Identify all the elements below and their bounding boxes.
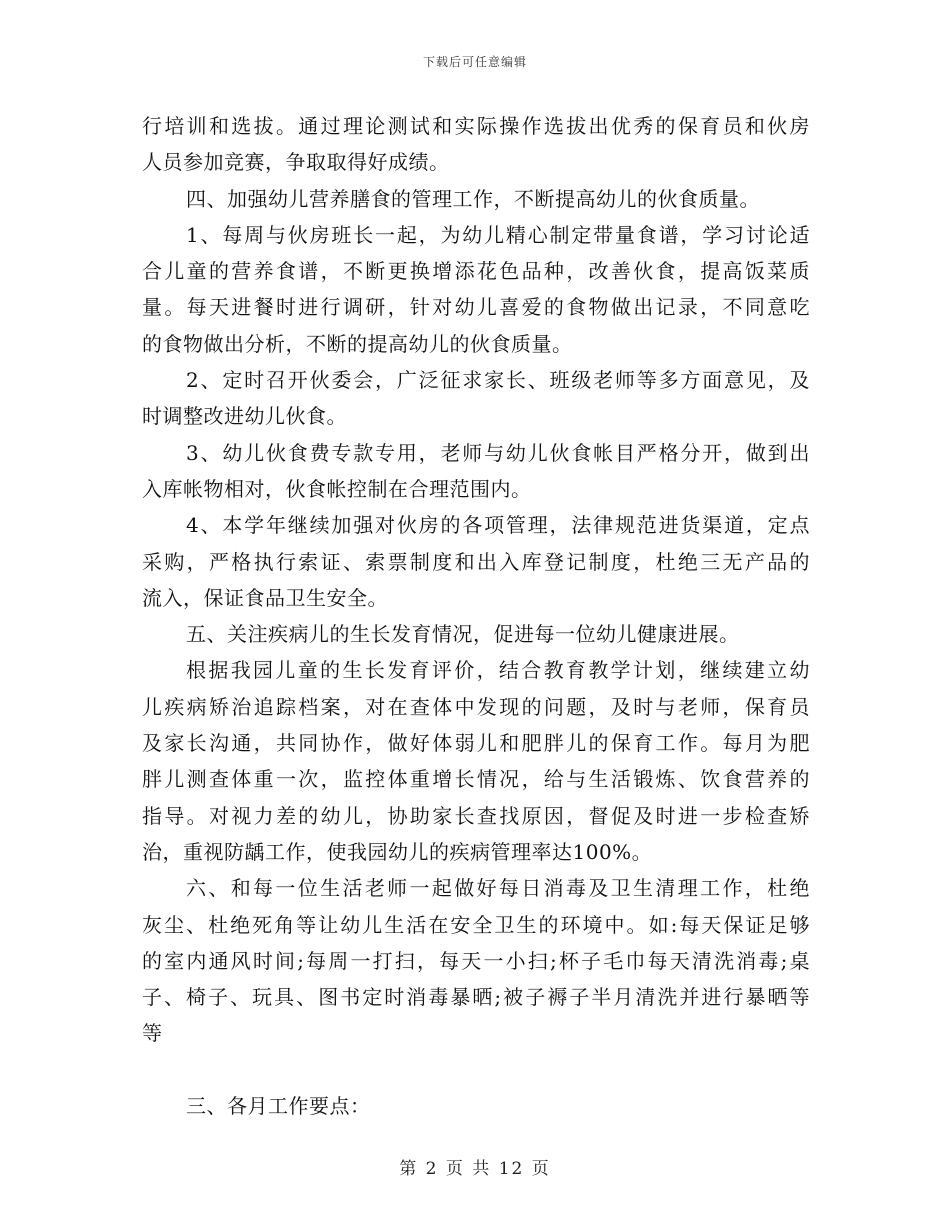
paragraph-line: 及家长沟通，共同协作，做好体弱儿和肥胖儿的保育工作。每月为肥: [142, 731, 810, 756]
paragraph-line: 入库帐物相对，伙食帐控制在合理范围内。: [142, 476, 532, 501]
paragraph-line: 流入，保证食品卫生安全。: [142, 585, 388, 610]
paragraph-line: 三、各月工作要点：: [186, 1094, 371, 1119]
paragraph-line: 灰尘、杜绝死角等让幼儿生活在安全卫生的环境中。如:每天保证足够: [142, 912, 810, 937]
paragraph-line: 1、每周与伙房班长一起，为幼儿精心制定带量食谱，学习讨论适: [186, 222, 810, 247]
paragraph-line: 的室内通风时间;每周一打扫，每天一小扫;杯子毛巾每天清洗消毒;桌: [142, 948, 810, 973]
paragraph-line: 五、关注疾病儿的生长发育情况，促进每一位幼儿健康进展。: [186, 622, 740, 647]
paragraph-line: 指导。对视力差的幼儿，协助家长查找原因，督促及时进一步检查矫: [142, 803, 810, 828]
paragraph-line: 采购，严格执行索证、索票制度和出入库登记制度，杜绝三无产品的: [142, 549, 810, 574]
paragraph-line: 四、加强幼儿营养膳食的管理工作，不断提高幼儿的伙食质量。: [186, 186, 760, 211]
paragraph-line: 合儿童的营养食谱，不断更换增添花色品种，改善伙食，提高饭菜质: [142, 259, 810, 284]
page-footer-number: 第 2 页 共 12 页: [399, 1159, 551, 1179]
paragraph-line: 子、椅子、玩具、图书定时消毒暴晒;被子褥子半月清洗并进行暴晒等: [142, 985, 810, 1010]
page-header-note: 下载后可任意编辑: [422, 55, 527, 69]
paragraph-line: 时调整改进幼儿伙食。: [142, 404, 347, 429]
paragraph-line: 胖儿测查体重一次，监控体重增长情况，给与生活锻炼、饮食营养的: [142, 767, 810, 792]
paragraph-line: 3、幼儿伙食费专款专用，老师与幼儿伙食帐目严格分开，做到出: [186, 440, 810, 465]
paragraph-line: 2、定时召开伙委会，广泛征求家长、班级老师等多方面意见，及: [186, 368, 810, 393]
paragraph-line: 行培训和选拔。通过理论测试和实际操作选拔出优秀的保育员和伙房: [142, 114, 810, 138]
paragraph-line: 根据我园儿童的生长发育评价，结合教育教学计划，继续建立幼: [186, 658, 810, 683]
paragraph-line: [142, 1052, 810, 1088]
paragraph-line: 治，重视防龋工作，使我园幼儿的疾病管理率达100%。: [142, 839, 653, 864]
paragraph-line: 人员参加竞赛，争取取得好成绩。: [142, 150, 450, 175]
paragraph-line: 4、本学年继续加强对伙房的各项管理，法律规范进货渠道，定点: [186, 513, 810, 538]
paragraph-line: 儿疾病矫治追踪档案，对在查体中发现的问题，及时与老师，保育员: [142, 694, 810, 719]
paragraph-line: 等: [142, 1021, 163, 1046]
document-body: [142, 108, 810, 1124]
paragraph-line: 的食物做出分析，不断的提高幼儿的伙食质量。: [142, 331, 573, 356]
paragraph-line: 六、和每一位生活老师一起做好每日消毒及卫生清理工作，杜绝: [186, 876, 810, 901]
paragraph-line: 量。每天进餐时进行调研，针对幼儿喜爱的食物做出记录，不同意吃: [142, 295, 810, 320]
